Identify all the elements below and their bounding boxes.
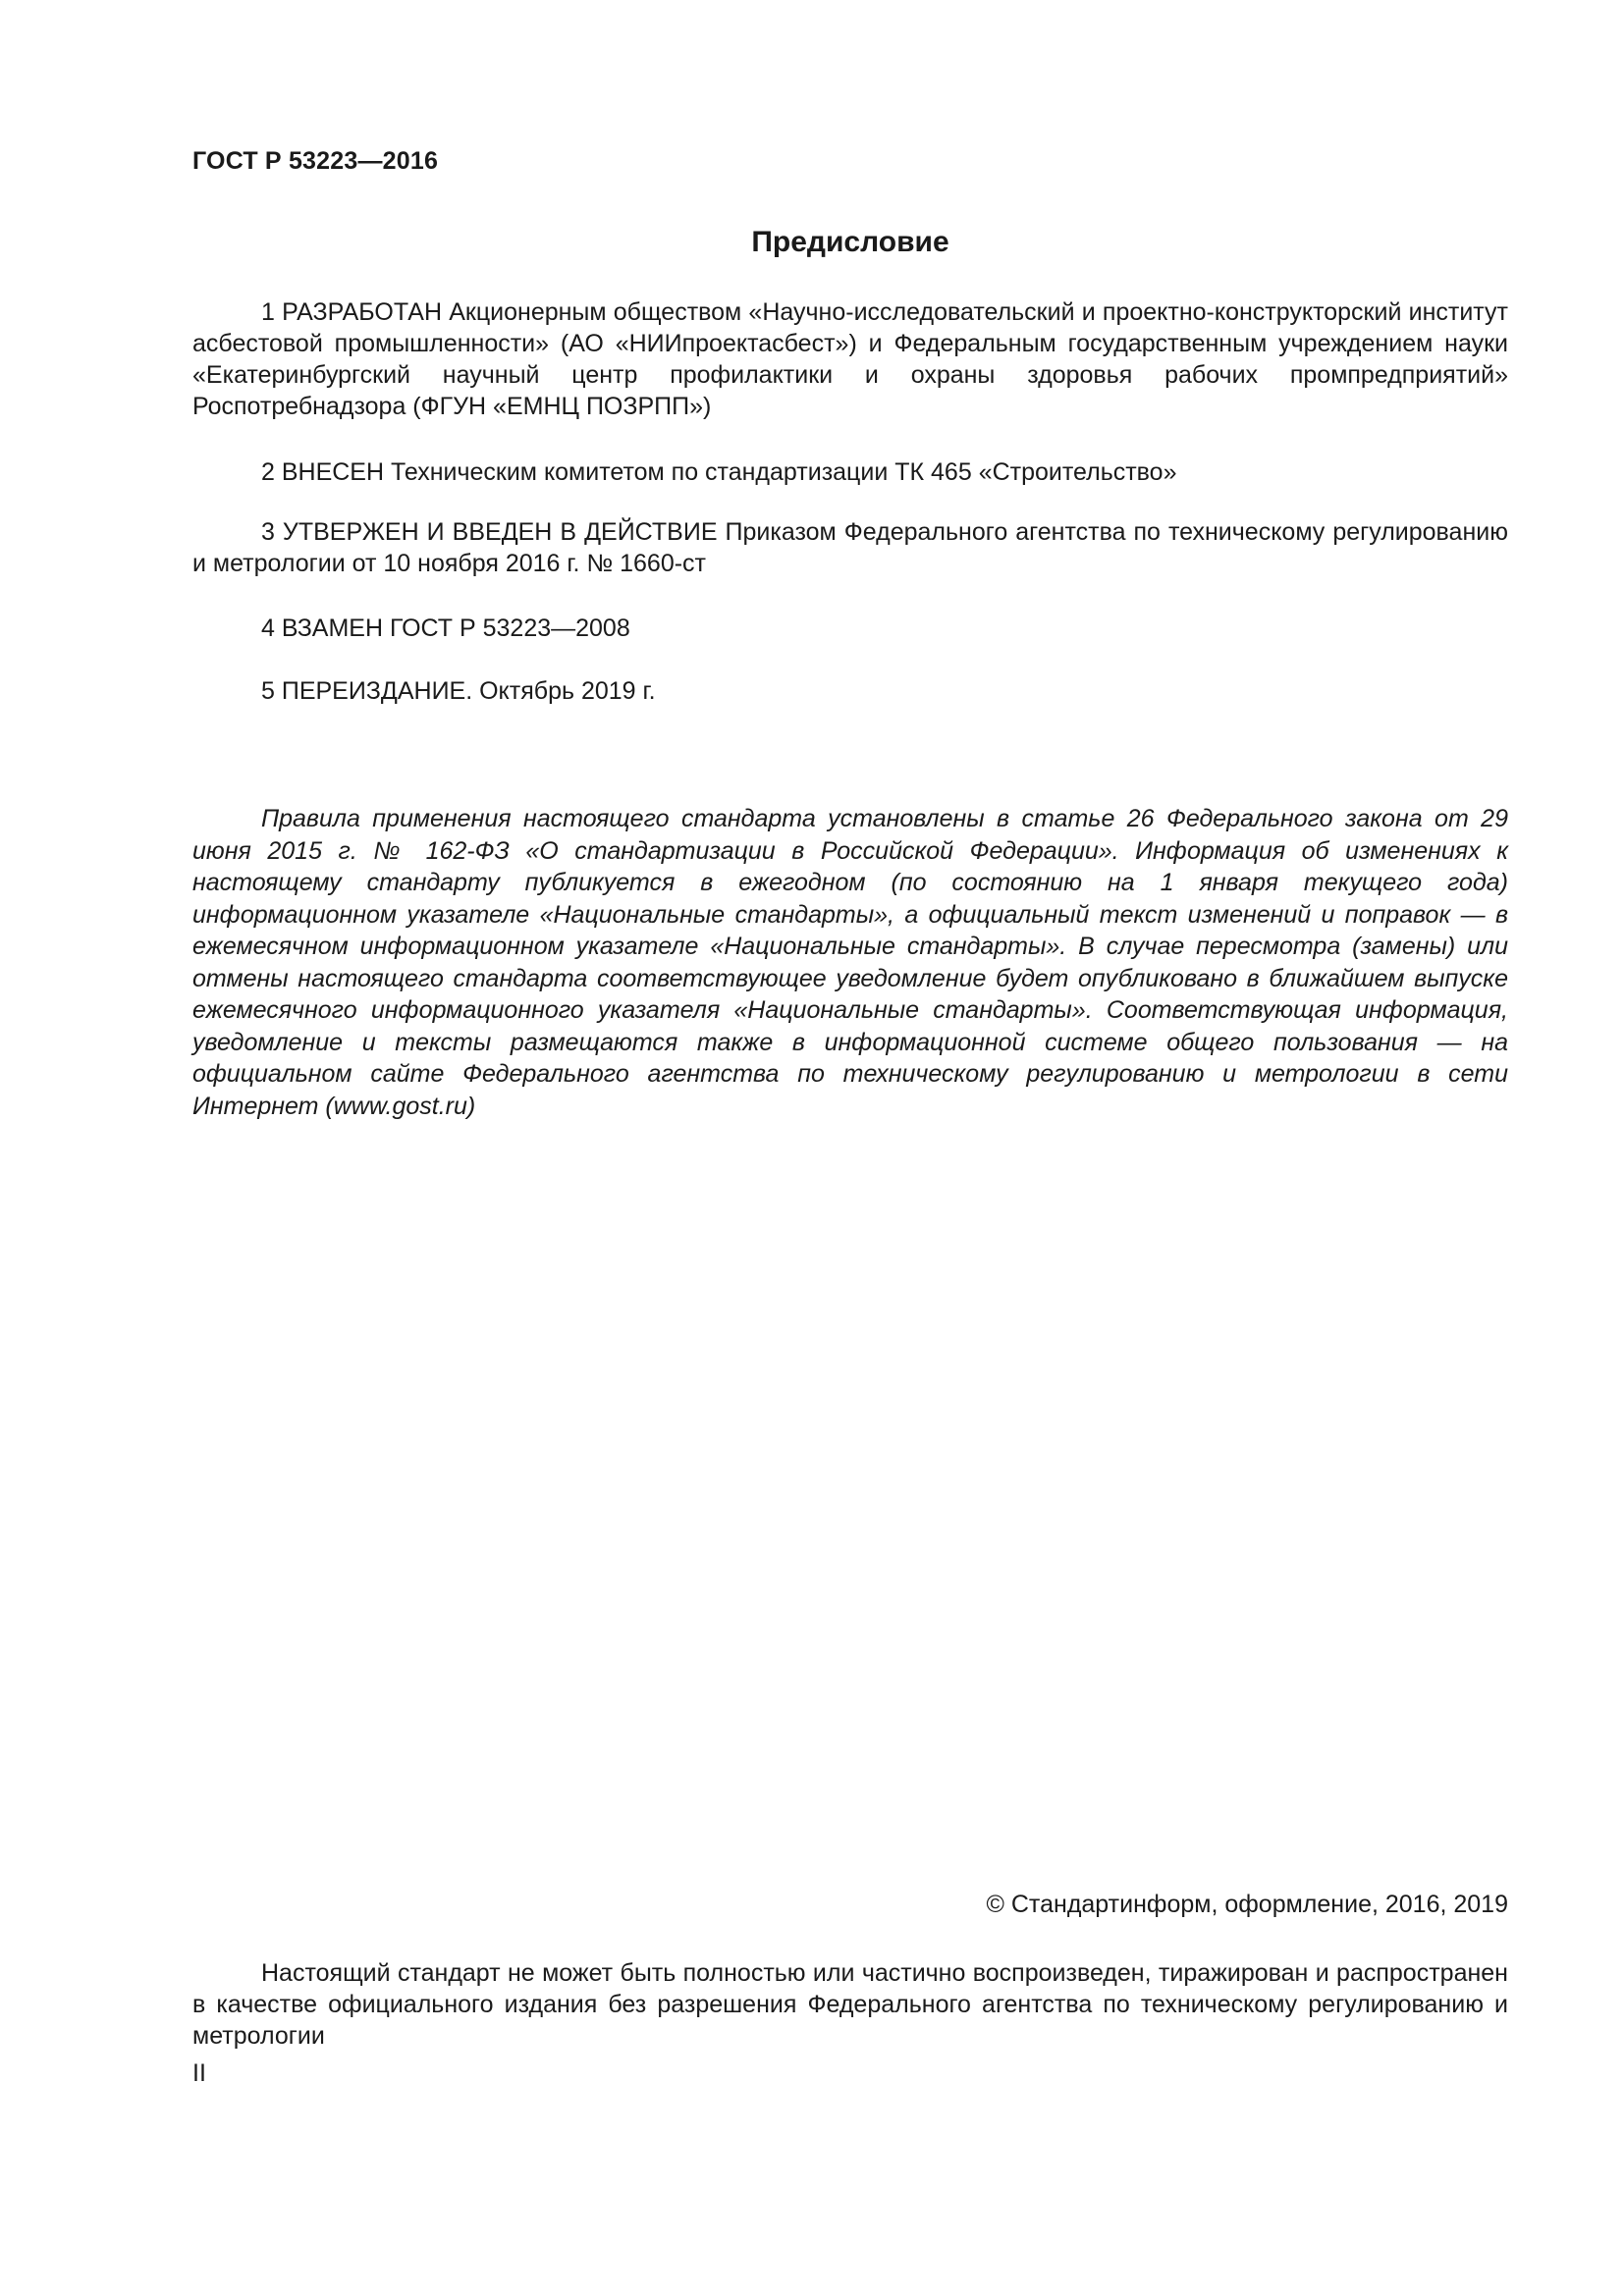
preface-section-3-text: 3 УТВЕРЖЕН И ВВЕДЕН В ДЕЙСТВИЕ Приказом Федерального агентства по техническому регулированию и метрологии от 10 ноября 2016 г. № 1660-ст	[192, 518, 1508, 577]
document-code-header: ГОСТ Р 53223—2016	[192, 147, 439, 175]
preface-section-4	[192, 613, 1508, 644]
application-rules-note: Правила применения настоящего стандарта установлены в статье 26 Федерального закона от 29 июня 2015 г. № 162-ФЗ «О стандартизации в Российской Федерации». Информация об изменениях к настоящему стандарту публикуется в ежегодном (по состоянию на 1 января текущего года) информационном указателе «Национальные стандарты», а официальный текст изменений и поправок — в ежемесячном информационном указателе «Национальные стандарты». В случае пересмотра (замены) или отмены настоящего стандарта соответствующее уведомление будет опубликовано в ближайшем выпуске ежемесячного информационного указателя «Национальные стандарты». Соответствующая информация, уведомление и тексты размещаются также в информационной системе общего пользования — на официальном сайте Федерального агентства по техническому регулированию и метрологии в сети Интернет (www.gost.ru)	[192, 805, 1508, 1120]
preface-section-1	[192, 296, 1508, 422]
preface-section-5-text: 5 ПЕРЕИЗДАНИЕ. Октябрь 2019 г.	[261, 677, 656, 705]
preface-section-1-text: 1 РАЗРАБОТАН Акционерным обществом «Научно-исследовательский и проектно-конструкторский институт асбестовой промышленности» (АО «НИИпроектасбест») и Федеральным государственным учреждением науки «Екатеринбургский научный центр профилактики и охраны здоровья рабочих промпредприятий» Роспотребнадзора (ФГУН «ЕМНЦ ПОЗРПП»)	[192, 298, 1508, 420]
page-number: II	[192, 2059, 206, 2087]
preface-section-2	[192, 456, 1508, 488]
preface-section-3	[192, 516, 1508, 579]
reproduction-notice: Настоящий стандарт не может быть полностью или частично воспроизведен, тиражирован и распространен в качестве официального издания без разрешения Федерального агентства по техническому регулированию и метрологии	[192, 1959, 1508, 2050]
preface-section-2-text: 2 ВНЕСЕН Техническим комитетом по стандартизации ТК 465 «Строительство»	[261, 458, 1177, 486]
page-title: Предисловие	[751, 226, 949, 258]
copyright-line: © Стандартинформ, оформление, 2016, 2019	[986, 1891, 1508, 1918]
preface-section-4-text: 4 ВЗАМЕН ГОСТ Р 53223—2008	[261, 614, 630, 642]
preface-section-5	[192, 675, 1508, 707]
